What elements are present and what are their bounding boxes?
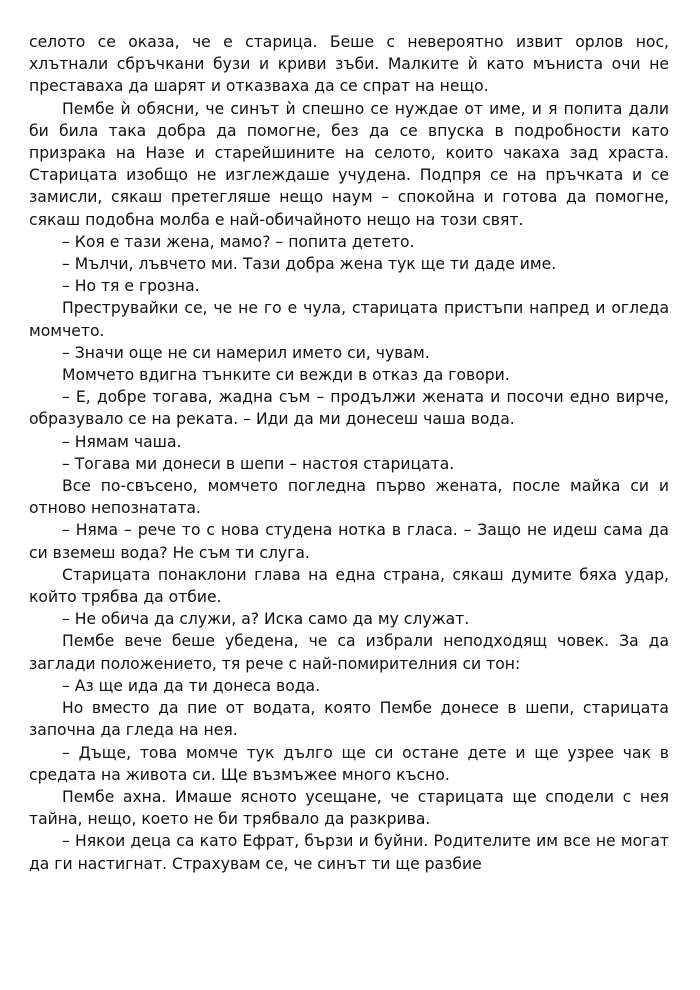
paragraph: Пембе ахна. Имаше ясното усещане, че старицата ще сподели с нея тайна, нещо, което не би трябвало да разкрива. (29, 787, 669, 829)
dialogue-line: – Аз ще ида да ти донеса вода. (62, 676, 321, 695)
paragraph: селото се оказа, че е старица. Беше с невероятно извит орлов нос, хлътнали сбръчкани бузи и криви зъби. Малките ѝ като мъниста очи не преставаха да шарят и отказваха да се спрат на нещо. (29, 33, 669, 96)
paragraph: Старицата понаклони глава на една страна, сякаш думите бяха удар, който трябва да отбие. (29, 565, 669, 607)
dialogue-line: – Нямам чаша. (62, 432, 182, 451)
dialogue-line: – Не обича да служи, а? Иска само да му служат. (62, 610, 470, 629)
paragraph: Пембе ѝ обясни, че синът ѝ спешно се нуждае от име, и я попита дали би била така добра да помогне, без да се впуска в подробности като призрака на Назе и старейшините на селото, които чакаха зад храста. Старицата изобщо не изглеждаше учудена. Подпря се на пръчката и се замисли, сякаш претегляше нещо наум – спокойна и готова да помогне, сякаш подобна молба е най-обичайното нещо на този свят. (29, 99, 669, 229)
paragraph: Пембе вече беше убедена, че са избрали неподходящ човек. За да заглади положението, тя рече с най-помирителния си тон: (29, 632, 669, 673)
paragraph: Момчето вдигна тънките си вежди в отказ да говори. (62, 366, 510, 385)
dialogue-line: – Някои деца са като Ефрат, бързи и буйни. Родителите им все не могат да ги настигнат. Страхувам се, че синът ти ще разбие (29, 832, 669, 873)
dialogue-line: – Но тя е грозна. (62, 277, 200, 296)
dialogue-line: – Тогава ми донеси в шепи – настоя старицата. (62, 454, 455, 473)
paragraph: Но вместо да пие от водата, която Пембе донесе в шепи, старицата започна да гледа на нея. (29, 699, 669, 740)
dialogue-line: – Няма – рече то с нова студена нотка в гласа. – Защо не идеш сама да си вземеш вода? Не съм ти слуга. (29, 521, 669, 562)
dialogue-line: – Коя е тази жена, мамо? – попита детето. (62, 232, 415, 251)
paragraph: Все по-свъсено, момчето погледна първо жената, после майка си и отново непознатата. (29, 477, 669, 518)
book-page (29, 31, 669, 875)
dialogue-line: – Мълчи, лъвчето ми. Тази добра жена тук ще ти даде име. (62, 255, 557, 274)
dialogue-line: – Дъще, това момче тук дълго ще си остане дете и ще узрее чак в средата на живота си. Ще възмъжее много късно. (29, 743, 669, 784)
paragraph: Преструвайки се, че не го е чула, старицата пристъпи напред и огледа момчето. (29, 299, 669, 340)
dialogue-line: – Значи още не си намерил името си, чувам. (62, 343, 430, 362)
dialogue-line: – Е, добре тогава, жадна съм – продължи жената и посочи едно вирче, образувало се на реката. – Иди да ми донесеш чаша вода. (29, 388, 669, 429)
